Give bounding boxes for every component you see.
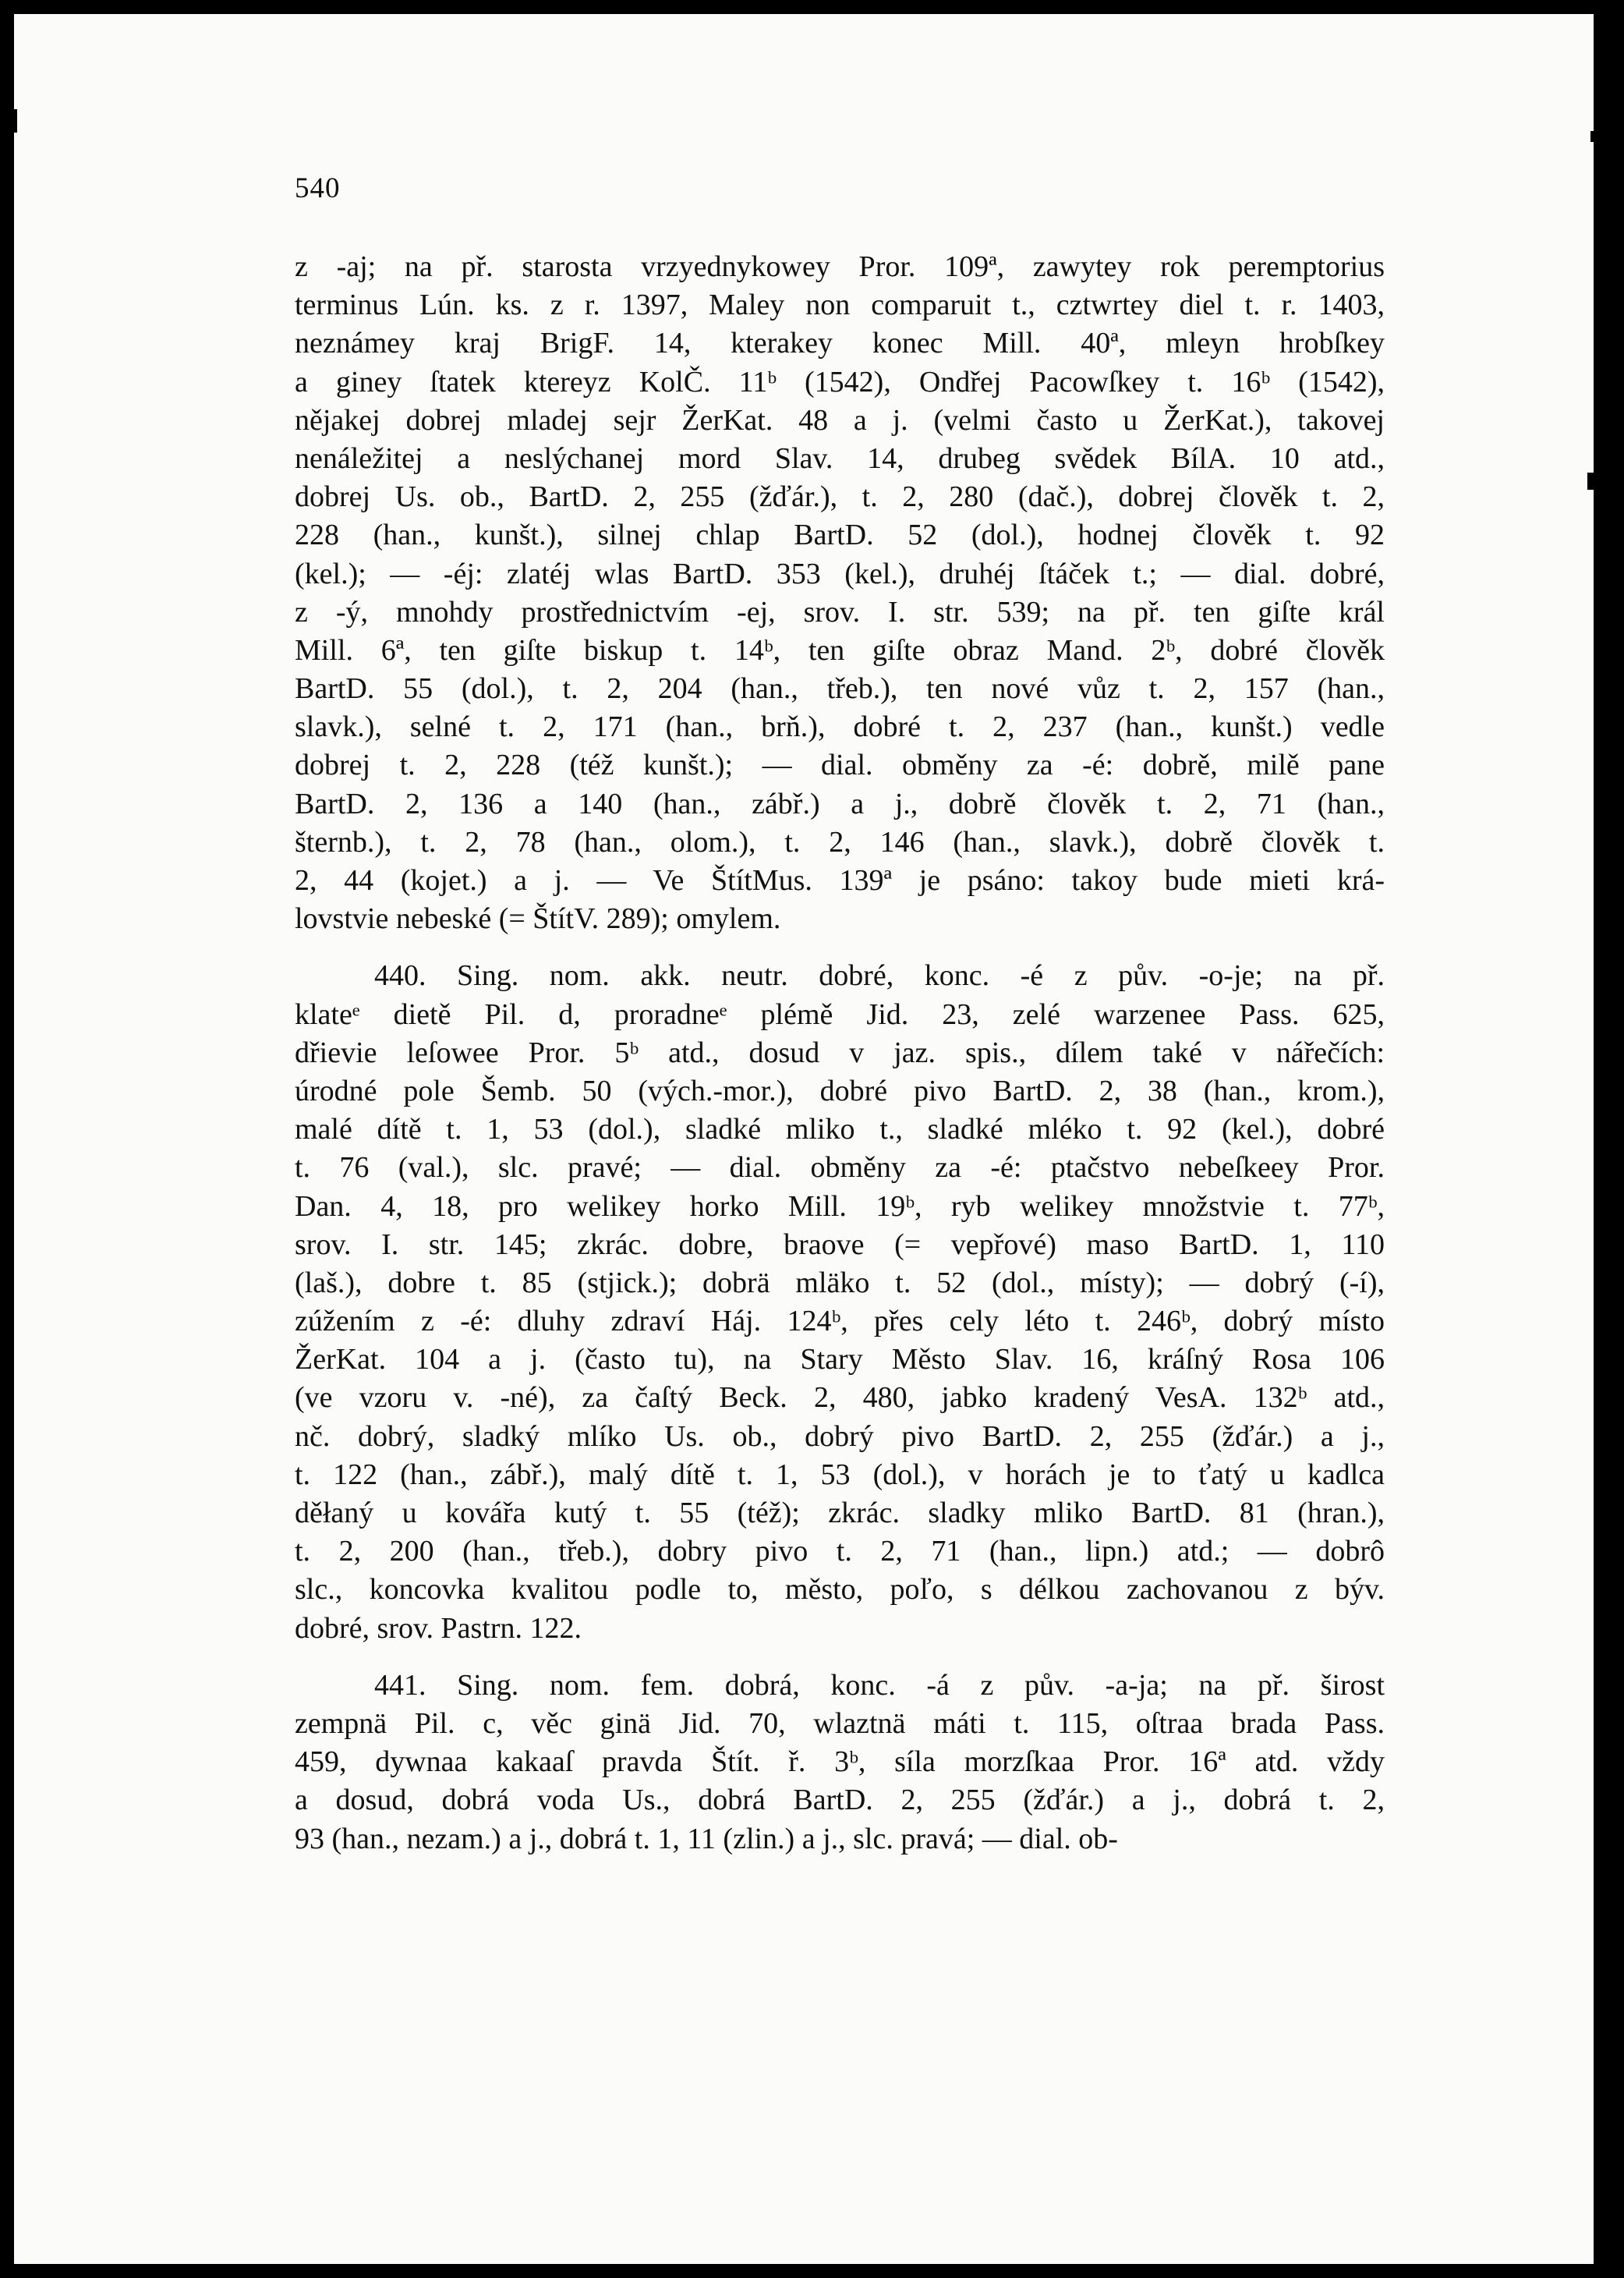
text-line: dřievie leſowee Pror. 5ᵇ atd., dosud v jaz. spis., dílem také v nářečích: xyxy=(295,1036,1385,1069)
text-line: Dan. 4, 18, pro welikey horko Mill. 19ᵇ, ryb welikey množstvie t. 77ᵇ, xyxy=(295,1189,1385,1223)
text-line: úrodné pole Šemb. 50 (vých.-mor.), dobré pivo BartD. 2, 38 (han., krom.), xyxy=(295,1074,1385,1107)
left-edge-mark xyxy=(11,109,17,133)
text-line: nenáležitej a neslýchanej mord Slav. 14, drubeg svědek BílA. 10 atd., xyxy=(295,441,1385,475)
text-line: BartD. 2, 136 a 140 (han., zábř.) a j., dobrě člověk t. 2, 71 (han., xyxy=(295,787,1385,820)
text-line: dobrej t. 2, 228 (též kunšt.); — dial. obměny za -é: dobrě, milě pane xyxy=(295,749,1385,782)
text-line: (ve vzoru v. -né), za čaſtý Beck. 2, 480, jabko kradený VesA. 132ᵇ atd., xyxy=(295,1381,1385,1415)
text-line: z -aj; na př. starosta vrzyednykowey Pror. 109ª, zawytey rok peremptorius xyxy=(295,250,1385,283)
text-line: 459, dywnaa kakaaſ pravda Štít. ř. 3ᵇ, síla morzſkaa Pror. 16ª atd. vždy xyxy=(295,1745,1385,1779)
main-text xyxy=(295,248,1385,1858)
text-line: 2, 44 (kojet.) a j. — Ve ŠtítMus. 139ª je psáno: takoy bude mieti krá- xyxy=(295,864,1385,897)
paragraph-p-441 xyxy=(295,1667,1385,1858)
text-line: šternb.), t. 2, 78 (han., olom.), t. 2, 146 (han., slavk.), dobrě člověk t. xyxy=(295,825,1385,859)
text-line: 440. Sing. nom. akk. neutr. dobré, konc. -é z pův. -o-je; na př. xyxy=(374,959,1385,993)
text-line: Mill. 6ª, ten giſte biskup t. 14ᵇ, ten giſte obraz Mand. 2ᵇ, dobré člověk xyxy=(295,633,1385,667)
text-line: nějakej dobrej mladej sejr ŽerKat. 48 a j. (velmi často u ŽerKat.), takovej xyxy=(295,403,1385,437)
text-line: nč. dobrý, sladký mlíko Us. ob., dobrý pivo BartD. 2, 255 (žďár.) a j., xyxy=(295,1419,1385,1453)
text-line: t. 2, 200 (han., třeb.), dobry pivo t. 2, 71 (han., lipn.) atd.; — dobrô xyxy=(295,1535,1385,1568)
text-line: (laš.), dobre t. 85 (stjick.); dobrä mläko t. 52 (dol., místy); — dobrý (-í), xyxy=(295,1266,1385,1299)
text-line: ŽerKat. 104 a j. (často tu), na Stary Město Slav. 16, kráſný Rosa 106 xyxy=(295,1343,1385,1376)
text-line: 93 (han., nezam.) a j., dobrá t. 1, 11 (zlin.) a j., slc. pravá; — dial. ob- xyxy=(295,1822,1118,1855)
page-number: 540 xyxy=(295,172,341,204)
text-line: slc., koncovka kvalitou podle to, město, poľo, s délkou zachovanou z býv. xyxy=(295,1573,1385,1607)
text-line: zempnä Pil. c, věc ginä Jid. 70, wlaztnä máti t. 115, oſtraa brada Pass. xyxy=(295,1706,1385,1740)
text-line: terminus Lún. ks. z r. 1397, Maley non comparuit t., cztwrtey diel t. r. 1403, xyxy=(295,289,1385,322)
paragraph-p-440 xyxy=(295,957,1385,1647)
text-line: z -ý, mnohdy prostřednictvím -ej, srov. I. str. 539; na př. ten giſte král xyxy=(295,595,1385,629)
text-line: slavk.), selné t. 2, 171 (han., brň.), dobré t. 2, 237 (han., kunšt.) vedle xyxy=(295,710,1385,744)
text-line: t. 122 (han., zábř.), malý dítě t. 1, 53 (dol.), v horách je to ťatý u kadlca xyxy=(295,1458,1385,1491)
text-line: lovstvie nebeské (= ŠtítV. 289); omylem. xyxy=(295,902,781,936)
paragraph-gap xyxy=(295,938,1385,957)
text-line: děłaný u kovářa kutý t. 55 (též); zkrác. sladky mliko BartD. 81 (hran.), xyxy=(295,1497,1385,1529)
text-line: srov. I. str. 145; zkrác. dobre, braove (= vepřové) maso BartD. 1, 110 xyxy=(295,1228,1385,1261)
paragraph-p-cont xyxy=(295,248,1385,938)
text-line: BartD. 55 (dol.), t. 2, 204 (han., třeb.), ten nové vůz t. 2, 157 (han., xyxy=(295,672,1385,706)
text-line: dobrej Us. ob., BartD. 2, 255 (žďár.), t. 2, 280 (dač.), dobrej člověk t. 2, xyxy=(295,480,1385,514)
paragraph-gap xyxy=(295,1648,1385,1667)
text-line: 228 (han., kunšt.), silnej chlap BartD. 52 (dol.), hodnej člověk t. 92 xyxy=(295,519,1385,552)
text-line: malé dítě t. 1, 53 (dol.), sladké mliko t., sladké mléko t. 92 (kel.), dobré xyxy=(295,1113,1385,1146)
text-line: neznámey kraj BrigF. 14, kterakey konec Mill. 40ª, mleyn hrobſkey xyxy=(295,327,1385,360)
text-line: t. 76 (val.), slc. pravé; — dial. obměny za -é: ptačstvo nebeſkeey Pror. xyxy=(295,1151,1385,1185)
text-line: klateᵉ dietě Pil. d, proradneᵉ plémě Jid. 23, zelé warzenee Pass. 625, xyxy=(295,997,1385,1031)
text-line: a giney ſtatek ktereyz KolČ. 11ᵇ (1542), Ondřej Pacowſkey t. 16ᵇ (1542), xyxy=(295,365,1385,399)
text-line: a dosud, dobrá voda Us., dobrá BartD. 2, 255 (žďár.) a j., dobrá t. 2, xyxy=(295,1784,1385,1817)
right-edge-mark-middle xyxy=(1587,473,1598,490)
text-line: (kel.); — -éj: zlatéj wlas BartD. 353 (kel.), druhéj ſtáček t.; — dial. dobré, xyxy=(295,557,1385,590)
right-edge-mark-top xyxy=(1590,131,1601,142)
text-line: zúžením z -é: dluhy zdraví Háj. 124ᵇ, přes cely léto t. 246ᵇ, dobrý místo xyxy=(295,1305,1385,1338)
text-line: dobré, srov. Pastrn. 122. xyxy=(295,1611,582,1645)
text-line: 441. Sing. nom. fem. dobrá, konc. -á z pův. -a-ja; na př. širost xyxy=(374,1668,1385,1702)
